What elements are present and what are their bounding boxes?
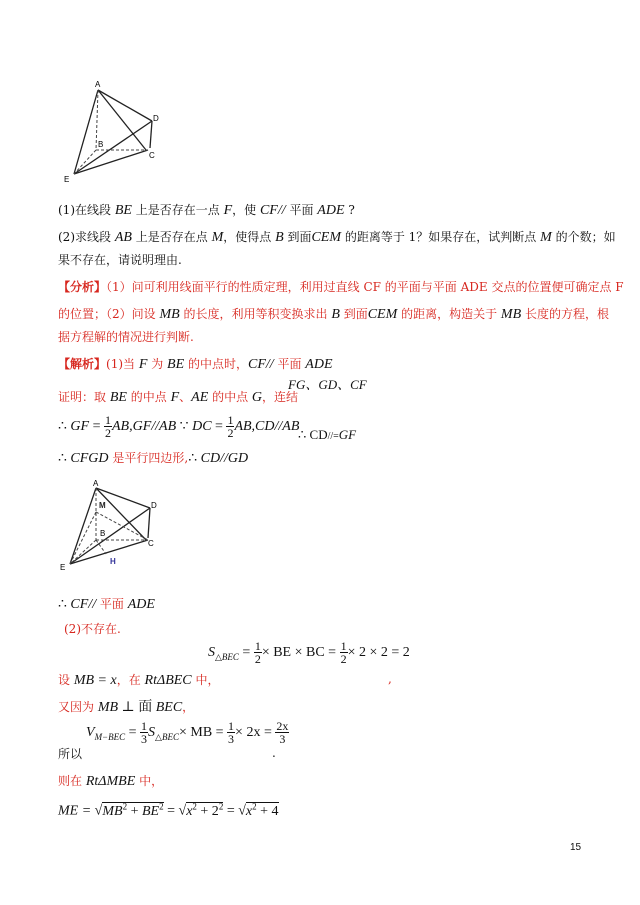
comma-mark: , bbox=[388, 672, 392, 686]
question-2-line-2: 果不存在，请说明理由. bbox=[58, 253, 182, 267]
page-number: 15 bbox=[570, 842, 582, 853]
so-label: 所以 bbox=[58, 747, 83, 761]
label-c2: C bbox=[148, 539, 154, 548]
label-b2: B bbox=[100, 529, 106, 538]
analysis-line-2: 的位置；（2）问设 MB 的长度，利用等积变换求出 B 到面CEM 的距离，构造关于 MB 长度的方程，根 bbox=[58, 307, 609, 322]
then-line: 则在 RtΔMBE 中， bbox=[58, 774, 164, 789]
gf-relation-line: ∴ GF = $\frac{1}{2}$ AB,GF//AB ∵ DC = $\frac{1}{2}$ AB,CD//AB bbox=[58, 413, 300, 441]
label-d: D bbox=[153, 114, 159, 123]
part-2-header: (2)不存在. bbox=[64, 622, 121, 636]
label-h: H bbox=[110, 557, 116, 566]
label-d2: D bbox=[151, 501, 157, 510]
period-mark: . bbox=[272, 746, 276, 760]
conclusion-1: ∴ CF// 平面 ADE bbox=[58, 597, 155, 612]
label-e2: E bbox=[60, 563, 66, 572]
analysis-line-1: 【分析】（1）问可利用线面平行的性质定理，利用过直线 CF 的平面与平面 ADE 交点的位置便可确定点 F bbox=[58, 280, 624, 294]
proof-line: 证明：取 BE 的中点 F、AE 的中点 G，连结 bbox=[58, 390, 299, 405]
question-2-line-1: (2)求线段 AB 上是否存在点 M，使得点 B 到面CEM 的距离等于 1？如果存在，试判断点 M 的个数；如 bbox=[58, 230, 616, 245]
pyramid-figure-2 bbox=[60, 478, 170, 578]
pyramid-figure-1 bbox=[60, 78, 170, 188]
me-formula: ME = $√MB^2 + BE^2 = √x^2 + 2^2 = √x^2 + 4$ bbox=[58, 801, 279, 819]
analysis-line-3: 据方程解的情况进行判断. bbox=[58, 330, 194, 344]
area-formula: $S_{\triangle BEC}$ = $\frac{1}{2}$ × BE × BC = $\frac{1}{2}$ × 2 × 2 = 2 bbox=[208, 639, 410, 667]
label-a: A bbox=[95, 80, 101, 89]
set-mb-line: 设 MB = x，在 RtΔBEC 中， bbox=[58, 673, 220, 688]
label-m: M bbox=[99, 501, 106, 510]
solution-line-1: 【解析】(1)当 F 为 BE 的中点时，CF// 平面 ADE bbox=[58, 357, 333, 372]
segments-fg-gd-cf: FG、GD、CF bbox=[288, 377, 367, 392]
label-c: C bbox=[149, 151, 155, 160]
parallelogram-line: ∴ CFGD 是平行四边形,∴ CD//GD bbox=[58, 451, 249, 466]
label-a2: A bbox=[93, 479, 99, 488]
label-e: E bbox=[64, 175, 70, 184]
perpendicular-line: 又因为 MB ⊥ 面 BEC， bbox=[58, 700, 195, 715]
label-b: B bbox=[98, 140, 104, 149]
volume-formula: $V_{M-BEC}$ = $\frac{1}{3}$ $S_{\triangle BEC}\times$ MB = $\frac{1}{3}$ × 2x = $\frac{2x}{3}$ bbox=[86, 719, 289, 747]
cd-parallel-equal-gf: ∴ CD//=GF bbox=[298, 427, 357, 442]
question-1: (1)在线段 BE 上是否存在一点 F，使 CF// 平面 ADE ? bbox=[58, 203, 355, 218]
